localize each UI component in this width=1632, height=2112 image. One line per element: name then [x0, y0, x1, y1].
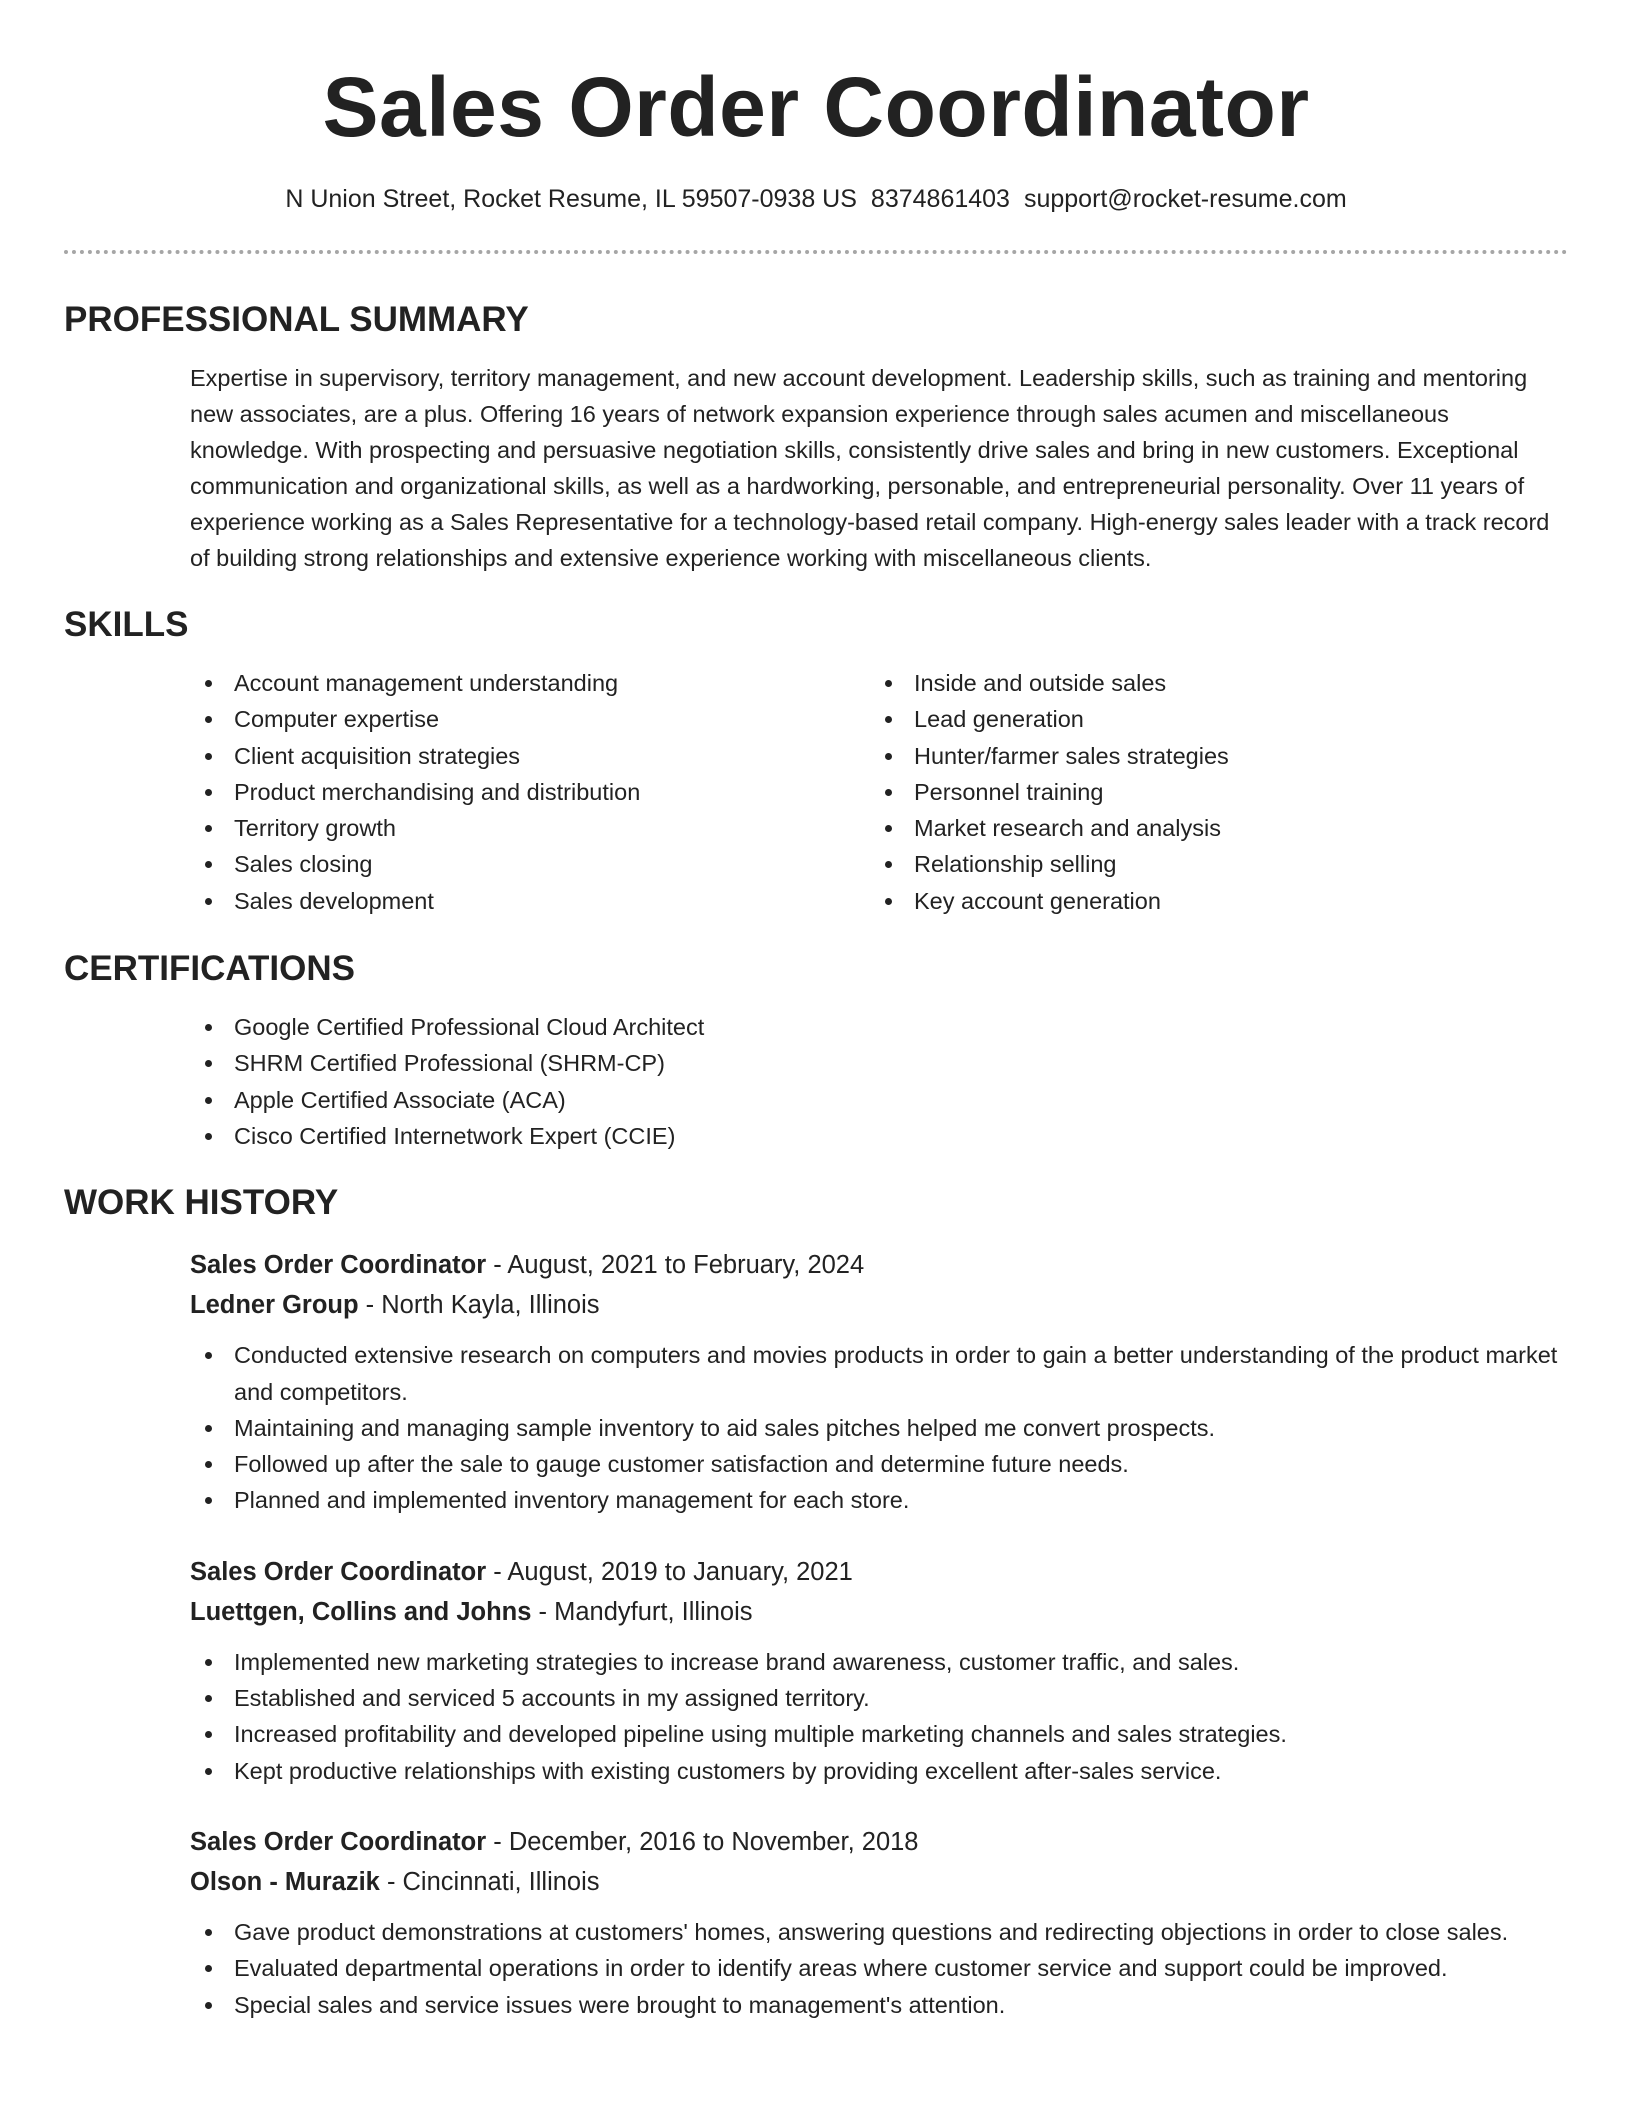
skill-item: Market research and analysis	[870, 810, 1550, 846]
job-role: Sales Order Coordinator	[190, 1827, 487, 1856]
skill-item: Client acquisition strategies	[190, 738, 870, 774]
resume-name: Sales Order Coordinator	[322, 60, 1310, 154]
job-location: - North Kayla, Illinois	[358, 1291, 600, 1320]
job-location: - Mandyfurt, Illinois	[531, 1597, 753, 1626]
contact-phone: 8374861403	[870, 185, 1010, 213]
skill-item: Personnel training	[870, 774, 1550, 810]
job-entry	[190, 1822, 1568, 2023]
job-bullet: Special sales and service issues were brought to management's attention.	[190, 1987, 1568, 2023]
skill-item: Sales development	[190, 883, 870, 919]
skill-item: Key account generation	[870, 883, 1550, 919]
job-location: - Cincinnati, Illinois	[379, 1867, 600, 1896]
skill-item: Hunter/farmer sales strategies	[870, 738, 1550, 774]
skill-item: Relationship selling	[870, 846, 1550, 882]
job-bullet: Increased profitability and developed pipeline using multiple marketing channels and sales strategies.	[190, 1716, 1568, 1752]
skill-item: Inside and outside sales	[870, 665, 1550, 701]
job-dates: - December, 2016 to November, 2018	[486, 1827, 919, 1856]
header-divider	[64, 250, 1568, 254]
contact-email: support@rocket-resume.com	[1023, 185, 1347, 213]
skills-heading: SKILLS	[64, 605, 189, 644]
skills-list-left	[190, 665, 870, 919]
job-dates: - August, 2021 to February, 2024	[486, 1251, 865, 1280]
summary-text: Expertise in supervisory, territory management, and new account development. Leadership skills, such as training and mentoring new associates, are a plus. Offering 16 years of network expansion experience through sales acumen and miscellaneous knowledge. With prospecting and persuasive negotiation skills, consistently drive sales and bring in new customers. Exceptional communication and organizational skills, as well as a hardworking, personable, and entrepreneurial personality. Over 11 years of experience working as a Sales Representative for a technology-based retail company. High-energy sales leader with a track record of building strong relationships and extensive experience working with miscellaneous clients.	[190, 365, 1550, 571]
job-dates: - August, 2019 to January, 2021	[486, 1557, 853, 1586]
skill-item: Account management understanding	[190, 665, 870, 701]
contact-address: N Union Street, Rocket Resume, IL 59507-0938 US	[285, 185, 857, 213]
job-role: Sales Order Coordinator	[190, 1251, 487, 1280]
job-entry	[190, 1245, 1568, 1518]
job-title-line	[190, 1245, 1568, 1285]
certifications-list	[190, 1009, 1568, 1154]
job-bullet: Evaluated departmental operations in order to identify areas where customer service and support could be improved.	[190, 1950, 1568, 1986]
skill-item: Product merchandising and distribution	[190, 774, 870, 810]
job-bullet: Maintaining and managing sample inventory to aid sales pitches helped me convert prospects.	[190, 1410, 1568, 1446]
job-bullet: Planned and implemented inventory management for each store.	[190, 1482, 1568, 1518]
job-bullet: Gave product demonstrations at customers' homes, answering questions and redirecting objections in order to close sales.	[190, 1914, 1568, 1950]
certifications-heading: CERTIFICATIONS	[64, 949, 356, 989]
job-company-line	[190, 1285, 1568, 1325]
job-bullet: Kept productive relationships with existing customers by providing excellent after-sales service.	[190, 1753, 1568, 1789]
job-bullets	[190, 1914, 1568, 2023]
summary-heading: PROFESSIONAL SUMMARY	[64, 300, 529, 339]
certification-item: Cisco Certified Internetwork Expert (CCIE)	[190, 1118, 1568, 1154]
job-company-line	[190, 1592, 1568, 1632]
skill-item: Lead generation	[870, 701, 1550, 737]
job-bullet: Implemented new marketing strategies to increase brand awareness, customer traffic, and sales.	[190, 1644, 1568, 1680]
job-bullets	[190, 1337, 1568, 1518]
job-bullets	[190, 1644, 1568, 1789]
job-title-line	[190, 1552, 1568, 1592]
contact-line	[64, 183, 1568, 215]
skills-grid	[190, 665, 1568, 919]
job-bullet: Established and serviced 5 accounts in my assigned territory.	[190, 1680, 1568, 1716]
work-history-heading: WORK HISTORY	[64, 1183, 339, 1223]
certification-item: Apple Certified Associate (ACA)	[190, 1082, 1568, 1118]
certification-item: SHRM Certified Professional (SHRM-CP)	[190, 1045, 1568, 1081]
job-company: Olson - Murazik	[190, 1867, 380, 1896]
skills-list-right	[870, 665, 1550, 919]
job-company: Luettgen, Collins and Johns	[190, 1597, 532, 1626]
job-company: Ledner Group	[190, 1291, 359, 1320]
skill-item: Sales closing	[190, 846, 870, 882]
job-entry	[190, 1552, 1568, 1789]
certification-item: Google Certified Professional Cloud Architect	[190, 1009, 1568, 1045]
skill-item: Computer expertise	[190, 701, 870, 737]
job-bullet: Followed up after the sale to gauge customer satisfaction and determine future needs.	[190, 1446, 1568, 1482]
job-role: Sales Order Coordinator	[190, 1557, 487, 1586]
skill-item: Territory growth	[190, 810, 870, 846]
job-bullet: Conducted extensive research on computers and movies products in order to gain a better understanding of the product market and competitors.	[190, 1337, 1568, 1410]
job-company-line	[190, 1862, 1568, 1902]
job-title-line	[190, 1822, 1568, 1862]
